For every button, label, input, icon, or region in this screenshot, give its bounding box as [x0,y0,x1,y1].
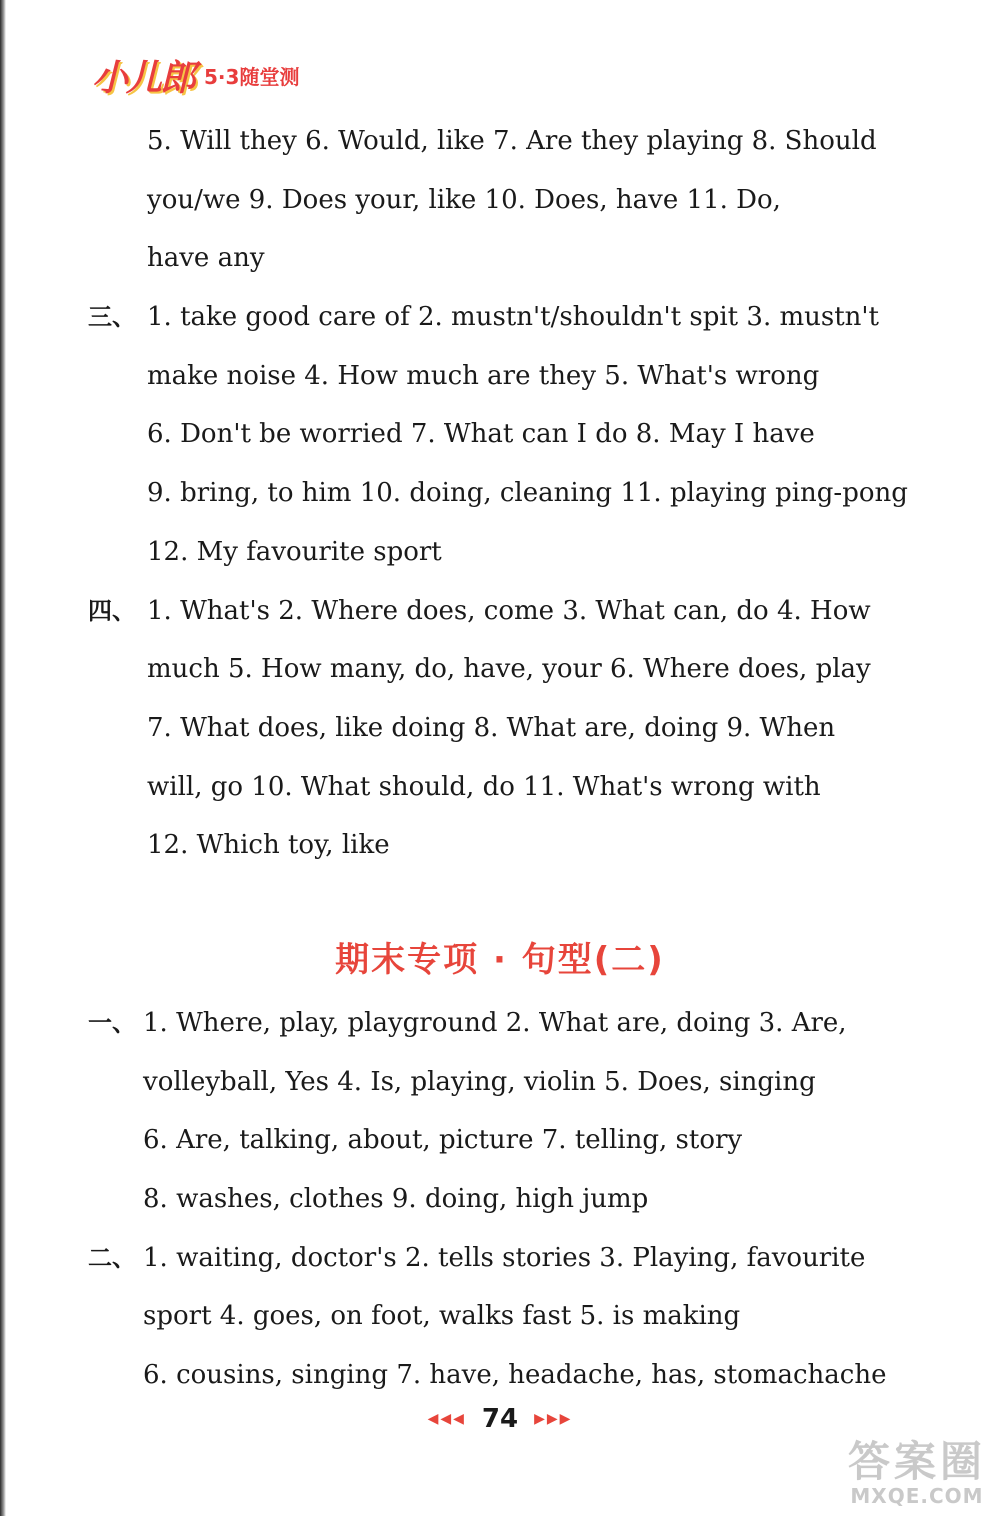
watermark [847,1437,986,1508]
answer-line [0,699,1000,758]
answer-line [0,758,1000,817]
answer-text: much 5. How many, do, have, your 6. Where does, play [147,654,871,685]
answer-line [0,1346,1000,1405]
section-marker: 四、 [88,596,136,625]
answer-line [0,816,1000,875]
answer-text: will, go 10. What should, do 11. What's wrong with [147,771,821,802]
section-marker: 三、 [88,303,136,332]
answer-text: 1. waiting, doctor's 2. tells stories 3. Playing, favourite [143,1242,866,1273]
answer-text: 1. What's 2. Where does, come 3. What can, do 4. How [147,595,871,626]
page-footer [0,1404,1000,1434]
answer-line [0,288,1000,347]
answer-line [0,464,1000,523]
answer-text: you/we 9. Does your, like 10. Does, have 11. Do, [147,184,781,215]
answer-line [0,347,1000,406]
answer-text: 6. cousins, singing 7. have, headache, has, stomachache [143,1360,887,1391]
answer-line [0,171,1000,230]
answer-block-2 [0,994,1000,1405]
answer-text: 8. washes, clothes 9. doing, high jump [143,1184,649,1215]
answer-text: 7. What does, like doing 8. What are, doing 9. When [147,712,836,743]
answer-text: 12. My favourite sport [147,536,442,567]
answer-text: 1. Where, play, playground 2. What are, doing 3. Are, [143,1008,847,1038]
right-arrows-icon: ▶▶▶ [534,1411,573,1427]
answer-text: sport 4. goes, on foot, walks fast 5. is making [143,1301,741,1332]
answer-text: 12. Which toy, like [147,830,390,861]
answer-text: volleyball, Yes 4. Is, playing, violin 5. Does, singing [143,1066,816,1097]
answer-line [0,229,1000,288]
answer-line [0,1287,1000,1346]
section-title: 期末专项 · 句型(二) [335,940,665,980]
answer-text: 6. Are, talking, about, picture 7. telling, story [143,1125,743,1156]
answer-line [0,112,1000,171]
answer-text: 9. bring, to him 10. doing, cleaning 11. playing ping-pong [147,478,908,509]
answer-text: 5. Will they 6. Would, like 7. Are they playing 8. Should [147,126,877,156]
answer-line [0,994,1000,1053]
answer-text: 1. take good care of 2. mustn't/shouldn't spit 3. mustn't [147,302,879,333]
answer-block-1 [0,112,1000,875]
left-arrows-icon: ◀◀◀ [427,1411,466,1427]
watermark-en: MXQE.COM [850,1484,984,1508]
section-marker: 二、 [88,1243,136,1272]
answer-line [0,582,1000,641]
answer-text: have any [147,243,265,274]
brand-subtitle: 5·3随堂测 [204,64,300,89]
answer-line [0,1053,1000,1112]
header-logo [92,50,299,100]
answer-line [0,1170,1000,1229]
brand-name: 小儿郎 [92,57,195,99]
answer-line [0,1111,1000,1170]
answer-text: 6. Don't be worried 7. What can I do 8. May I have [147,419,815,450]
answer-text: make noise 4. How much are they 5. What's wrong [147,360,820,391]
answer-line [0,523,1000,582]
watermark-cn: 答案圈 [847,1437,986,1486]
answer-line [0,1229,1000,1288]
page-number: 74 [481,1404,519,1434]
answer-line [0,640,1000,699]
answer-line [0,405,1000,464]
section-marker: 一、 [88,1009,136,1037]
